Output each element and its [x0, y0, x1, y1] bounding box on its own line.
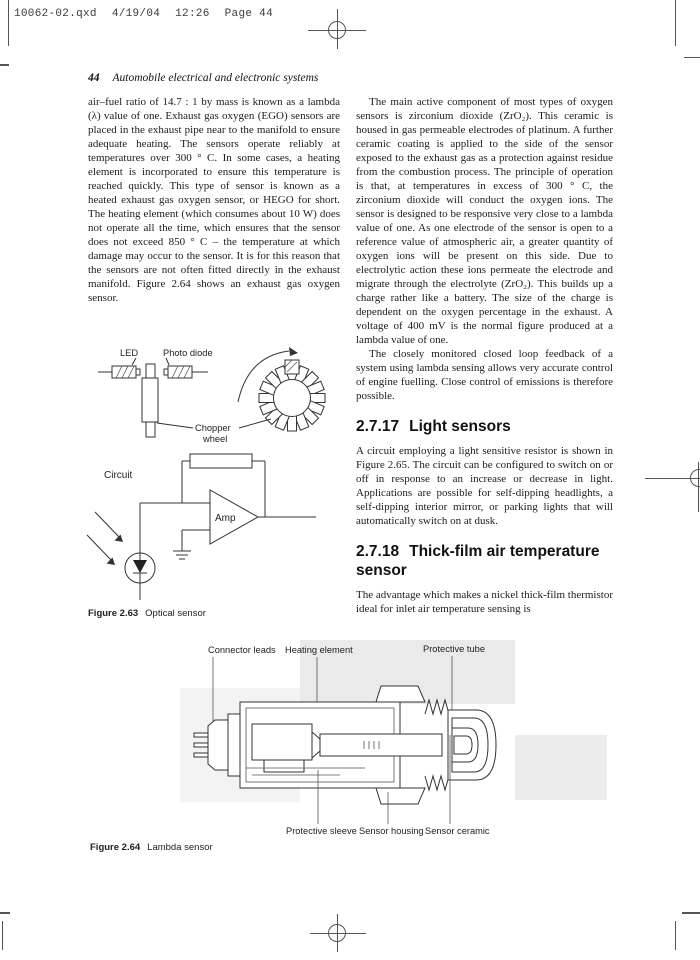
- protective-tube-label: Protective tube: [423, 644, 486, 654]
- sensor-ceramic-label: Sensor ceramic: [425, 826, 490, 836]
- slug-date: 4/19/04: [111, 8, 161, 20]
- figure-2-63-optical-sensor-diagram: [86, 344, 344, 606]
- light-arrowhead-1: [115, 535, 124, 543]
- slug-time: 12:26: [175, 8, 210, 20]
- page-number: 44: [88, 72, 100, 84]
- running-head: [88, 72, 318, 84]
- figure-2-63-caption: [88, 608, 206, 619]
- led-label: LED: [120, 348, 139, 358]
- amp-label: Amp: [215, 513, 236, 524]
- crop-mark-bottom-left-dash: [0, 912, 10, 914]
- section-title: Light sensors: [409, 418, 511, 435]
- crop-mark-bottom-left-vertical: [2, 921, 3, 950]
- running-title: Automobile electrical and electronic systems: [112, 72, 319, 84]
- print-slug: [14, 8, 273, 20]
- figure-2-64-caption: [90, 842, 213, 853]
- chopper-wheel-label-line1: Chopper: [195, 423, 231, 433]
- connector-leads-label: Connector leads: [208, 645, 276, 655]
- light-arrowhead-2: [107, 558, 116, 566]
- figure-2-63-caption-label: Figure 2.63: [88, 608, 139, 619]
- heating-element-label: Heating element: [285, 645, 353, 655]
- circuit-label: Circuit: [104, 470, 133, 481]
- section-number: 2.7.18: [356, 543, 400, 560]
- slug-filename: 10062-02.qxd: [14, 8, 97, 20]
- chopper-wheel-gear: [259, 360, 325, 431]
- registration-right-circle: [690, 469, 700, 487]
- rotation-arrowhead: [289, 347, 298, 356]
- section-heading-2-7-17: [356, 417, 613, 436]
- chopper-wheel-label-line2: wheel: [203, 434, 228, 444]
- crop-mark-top-left-dash: [0, 64, 9, 66]
- registration-bottom-center-circle: [328, 924, 346, 942]
- right-column: [356, 95, 613, 616]
- crop-mark-bottom-right-vertical: [675, 921, 676, 950]
- slug-page: Page 44: [224, 8, 273, 20]
- figure-2-64-lambda-sensor-diagram: [180, 640, 610, 840]
- section-heading-2-7-18: [356, 542, 613, 580]
- registration-top-center-circle: [328, 21, 346, 39]
- section-number: 2.7.17: [356, 418, 400, 435]
- body-paragraph: air–fuel ratio of 14.7 : 1 by mass is known as a lambda (λ) value of one. Exhaust gas oxygen (EGO) sensors are placed in the exhaust pipe near to the manifold to ensure adequate heating. The sensors operate reliably at temperatures over 300 ° C. In some cases, a heating element is incorporated to ensure this temperature is reached quickly. This type of sensor is known as a heated exhaust gas oxygen sensor, or HEGO for short. The heating element (which consumes about 10 W) does not operate all the time, which ensures that the sensor does not exceed 850 ° C – the temperature at which damage may occur to the sensor. It is for this reason that the sensors are not often fitted directly in the exhaust manifold. Figure 2.64 shows an exhaust gas oxygen sensor.: [88, 96, 340, 304]
- body-paragraph: The closely monitored closed loop feedback of a system using lambda sensing allows very accurate control of engine fuelling. Close control of emissions is therefore possible.: [356, 348, 613, 402]
- figure-2-63-caption-text: Optical sensor: [145, 608, 206, 619]
- photo-diode-label: Photo diode: [163, 348, 213, 358]
- crop-mark-top-left-vertical: [8, 0, 9, 46]
- sensor-housing-label: Sensor housing: [359, 826, 424, 836]
- figure-2-64-caption-text: Lambda sensor: [147, 842, 213, 853]
- crop-mark-top-right-vertical: [675, 0, 676, 46]
- crop-mark-top-right-dash: [684, 57, 700, 58]
- body-paragraph: A circuit employing a light sensitive resistor is shown in Figure 2.65. The circuit can be configured to switch on or off in response to an increase or decrease in light. Applications are possible for self-dipping headlights, a self-dipping interior mirror, or parking lights that will automatically switch on at dusk.: [356, 445, 613, 527]
- figure-2-64-caption-label: Figure 2.64: [90, 842, 141, 853]
- section-title: Thick-film air temperature sensor: [356, 543, 600, 579]
- protective-sleeve-label: Protective sleeve: [286, 826, 357, 836]
- crop-mark-bottom-right-dash: [682, 912, 700, 914]
- body-paragraph: The main active component of most types of oxygen sensors is zirconium dioxide (ZrO₂). This ceramic is housed in gas permeable electrodes of platinum. A further ceramic coating is applied to the side of the sensor exposed to the exhaust gas as a protection against residue from the combustion process. The principle of operation is that, at temperatures in excess of 300 ° C, the zirconium dioxide will conduct the oxygen ions. The sensor is designed to be responsive very close to a lambda value of one. As one electrode of the sensor is open to a reference value of atmospheric air, a greater quantity of oxygen ions will be present on this side. Due to electrolytic action these ions permeate the electrode and migrate through the electrolyte (ZrO₂). This builds up a charge rather like a battery. The size of the charge is dependent on the oxygen percentage in the exhaust. A voltage of 400 mV is the normal figure produced at a lambda value of one.: [356, 96, 613, 346]
- left-column: [88, 95, 340, 305]
- body-paragraph: The advantage which makes a nickel thick-film thermistor ideal for inlet air temperature sensing is: [356, 589, 613, 615]
